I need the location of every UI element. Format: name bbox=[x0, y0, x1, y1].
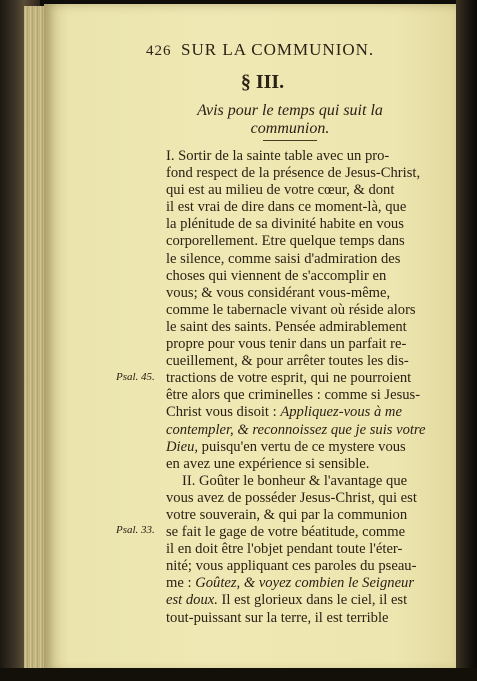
body-line: qui est au milieu de votre cœur, & dont bbox=[166, 182, 395, 199]
body-line: vous avez de posséder Jesus-Christ, qui est bbox=[166, 489, 417, 506]
running-header bbox=[146, 40, 446, 60]
body-line: comme le tabernacle vivant où réside alors bbox=[166, 301, 416, 318]
body-line: I. Sortir de la sainte table avec un pro- bbox=[166, 148, 390, 164]
margin-note-psalm-45: Psal. 45. bbox=[116, 371, 155, 383]
body-line: Dieu, puisqu'en vertu de ce mystere vous bbox=[166, 438, 406, 455]
body-line: tout-puissant sur la terre, il est terrible bbox=[166, 609, 389, 626]
margin-note-psalm-33: Psal. 33. bbox=[116, 524, 155, 536]
body-line: être alors que criminelles : comme si Jesus- bbox=[166, 387, 421, 404]
body-line: il est vrai de dire dans ce moment-là, que bbox=[166, 199, 407, 216]
section-heading: § III. bbox=[240, 71, 285, 93]
body-line: II. Goûter le bonheur & l'avantage que bbox=[182, 472, 408, 489]
body-text bbox=[166, 148, 450, 627]
body-line: le saint des saints. Pensée admirablement bbox=[166, 318, 407, 335]
body-line: il en doit être l'objet pendant toute l'éter- bbox=[166, 541, 403, 558]
body-line: propre pour vous tenir dans un parfait re- bbox=[166, 336, 407, 353]
right-background bbox=[456, 0, 477, 681]
body-line: nité; vous appliquant ces paroles du pseau- bbox=[166, 558, 417, 575]
body-line: se fait le gage de votre béatitude, comme bbox=[166, 524, 406, 541]
section-title bbox=[140, 102, 440, 138]
body-line: le silence, comme saisi d'admiration des bbox=[166, 250, 401, 267]
bottom-background bbox=[0, 668, 477, 681]
body-line: en avez une expérience si sensible. bbox=[166, 455, 370, 472]
body-line: choses qui viennent de s'accomplir en bbox=[166, 267, 387, 284]
body-line: me : Goûtez, & voyez combien le Seigneur bbox=[166, 575, 415, 592]
title-rule bbox=[263, 140, 317, 141]
page-number: 426 bbox=[146, 43, 172, 59]
section-title-line-1: Avis pour le temps qui suit la bbox=[197, 102, 383, 119]
body-line: Christ vous disoit : Appliquez-vous à me bbox=[166, 404, 402, 421]
body-line: votre souverain, & qui par la communion bbox=[166, 506, 408, 523]
body-line: vous; & vous considérant vous-même, bbox=[166, 284, 391, 301]
body-line: est doux. Il est glorieux dans le ciel, il est bbox=[166, 592, 408, 609]
section-title-line-2: communion. bbox=[250, 120, 330, 137]
body-line: tractions de votre esprit, qui ne pourroient bbox=[166, 370, 412, 387]
body-line: cueillement, & pour arrêter toutes les dis- bbox=[166, 353, 409, 370]
running-title: SUR LA COMMUNION. bbox=[181, 40, 375, 59]
body-line: la plénitude de sa divinité habite en vous bbox=[166, 216, 404, 233]
body-line: corporellement. Etre quelque temps dans bbox=[166, 233, 405, 250]
body-line: contempler, & reconnoissez que je suis votre bbox=[166, 421, 426, 438]
body-line: fond respect de la présence de Jesus-Christ, bbox=[166, 165, 421, 182]
